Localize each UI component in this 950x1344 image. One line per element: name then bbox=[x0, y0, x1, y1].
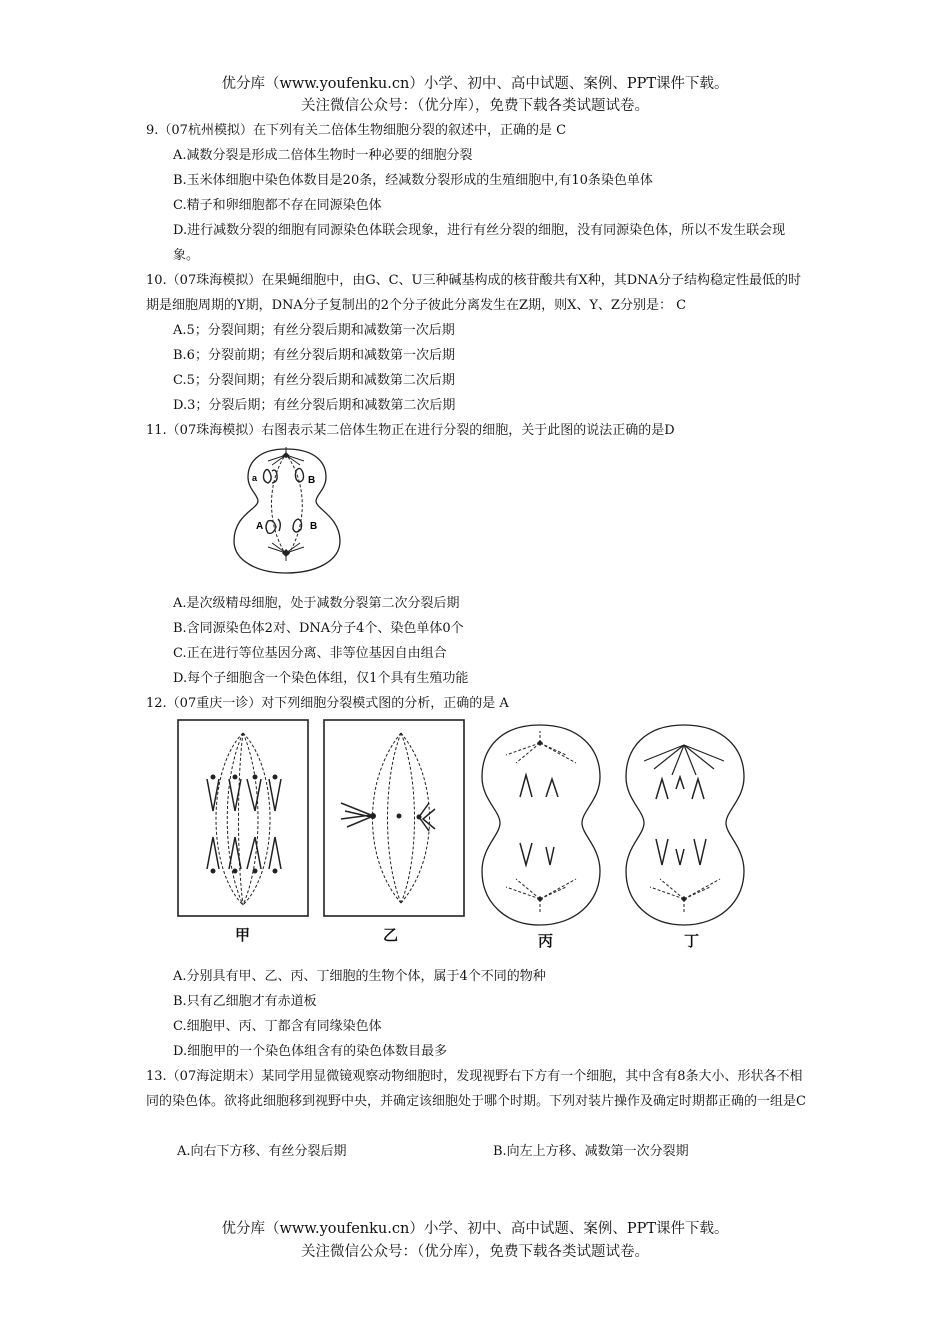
q12-cell-jia bbox=[177, 719, 309, 917]
footer-line-2: 关注微信公众号：（优分库），免费下载各类试题试卷。 bbox=[301, 1244, 649, 1260]
header-line-2: 关注微信公众号：（优分库），免费下载各类试题试卷。 bbox=[301, 98, 649, 114]
caption-yi: 乙 bbox=[383, 926, 399, 944]
q11-option-d: D.每个子细胞含一个染色体组，仅1个具有生殖功能 bbox=[173, 671, 469, 686]
q13-option-a: A.向右下方移、有丝分裂后期 bbox=[177, 1144, 347, 1159]
q13-stem: 13.（07海淀期末）某同学用显微镜观察动物细胞时，发现视野右下方有一个细胞，其中含有8条大小、形状各不相同的染色体。欲将此细胞移到视野中央，并确定该细胞处于哪个时期。下列对装片操作及确定时期都正确的一组是C bbox=[146, 1069, 806, 1109]
q11-cell-diagram bbox=[228, 443, 348, 578]
q13-option-b: B.向左上方移、减数第一次分裂期 bbox=[493, 1144, 689, 1159]
q9-option-b: B.玉米体细胞中染色体数目是20条，经减数分裂形成的生殖细胞中,有10条染色单体 bbox=[173, 173, 653, 188]
q9-stem: 9.（07杭州模拟）在下列有关二倍体生物细胞分裂的叙述中，正确的是 C bbox=[146, 123, 567, 138]
q12-option-c: C.细胞甲、丙、丁都含有同缘染色体 bbox=[173, 1019, 382, 1034]
q11-option-b: B.含同源染色体2对、DNA分子4个、染色单体0个 bbox=[173, 621, 464, 636]
q9-option-d: D.进行减数分裂的细胞有同源染色体联会现象，进行有丝分裂的细胞，没有同源染色体，所以不发生联会现象。 bbox=[173, 223, 786, 263]
q11-stem: 11.（07珠海模拟）右图表示某二倍体生物正在进行分裂的细胞，关于此图的说法正确的是D bbox=[146, 423, 675, 438]
label-A: A bbox=[256, 521, 264, 532]
q10-option-d: D.3；分裂后期；有丝分裂后期和减数第二次后期 bbox=[173, 398, 456, 413]
q10-option-c: C.5；分裂间期；有丝分裂后期和减数第二次后期 bbox=[173, 373, 455, 388]
header-line-1: 优分库（www.youfenku.cn）小学、初中、高中试题、案例、PPT课件下载。 bbox=[221, 76, 729, 92]
q10-stem: 10.（07珠海模拟）在果蝇细胞中，由G、C、U三种碱基构成的核苷酸共有X种，其DNA分子结构稳定性最低的时期是细胞周期的Y期，DNA分子复制出的2个分子彼此分离发生在Z期，则X、Y、Z分别是： C bbox=[146, 273, 801, 313]
q11-option-a: A.是次级精母细胞，处于减数分裂第二次分裂后期 bbox=[173, 596, 460, 611]
caption-bing: 丙 bbox=[538, 932, 554, 950]
label-a: a bbox=[252, 473, 258, 483]
q10-option-b: B.6；分裂前期；有丝分裂后期和减数第一次后期 bbox=[173, 348, 455, 363]
q9-option-a: A.减数分裂是形成二倍体生物时一种必要的细胞分裂 bbox=[173, 148, 473, 163]
q12-cell-ding bbox=[620, 719, 750, 929]
label-B-bottom: B bbox=[310, 521, 318, 532]
caption-ding: 丁 bbox=[684, 932, 700, 950]
label-B-top: B bbox=[308, 475, 316, 486]
q12-cell-bing bbox=[476, 719, 606, 929]
q9-option-c: C.精子和卵细胞都不存在同源染色体 bbox=[173, 198, 382, 213]
caption-jia: 甲 bbox=[235, 926, 251, 944]
q12-cell-yi bbox=[323, 719, 465, 917]
footer-line-1: 优分库（www.youfenku.cn）小学、初中、高中试题、案例、PPT课件下载。 bbox=[221, 1221, 729, 1237]
q12-stem: 12.（07重庆一诊）对下列细胞分裂模式图的分析，正确的是 A bbox=[146, 696, 509, 711]
q12-option-d: D.细胞甲的一个染色体组含有的染色体数目最多 bbox=[173, 1044, 448, 1059]
q12-option-b: B.只有乙细胞才有赤道板 bbox=[173, 994, 317, 1009]
q10-option-a: A.5；分裂间期；有丝分裂后期和减数第一次后期 bbox=[173, 323, 455, 338]
q12-option-a: A.分别具有甲、乙、丙、丁细胞的生物个体，属于4个不同的物种 bbox=[173, 969, 546, 984]
q11-option-c: C.正在进行等位基因分离、非等位基因自由组合 bbox=[173, 646, 447, 661]
